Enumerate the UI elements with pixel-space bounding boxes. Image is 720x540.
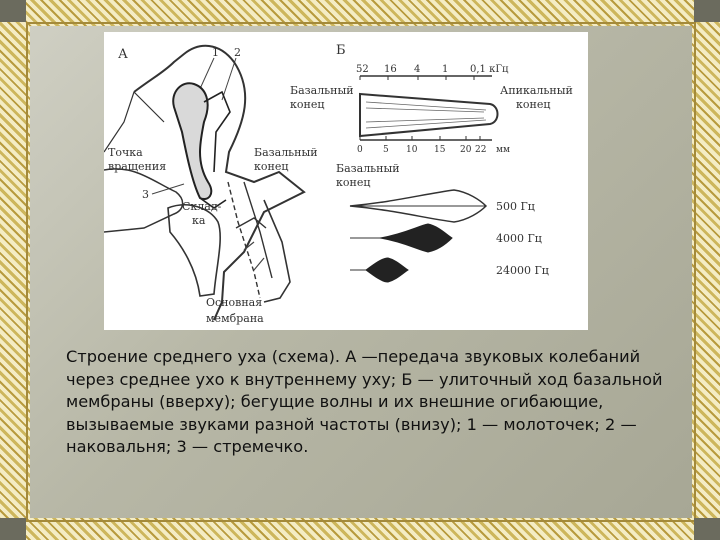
b-basal-end-label-2: конец	[290, 98, 325, 111]
wave-label-24000: 24000 Гц	[496, 264, 549, 277]
b-basal-end-label-1: Базальный	[290, 84, 354, 97]
corner-decoration	[0, 518, 26, 540]
panel-a-letter: А	[118, 47, 128, 62]
mm-tick: 15	[434, 145, 446, 155]
apical-end-label-2: конец	[516, 98, 551, 111]
corner-decoration	[694, 518, 720, 540]
basal-end-label-2: конец	[254, 160, 289, 173]
khz-tick: 52	[356, 64, 369, 75]
khz-tick: 1	[442, 64, 449, 75]
wave-envelope-24000	[366, 258, 408, 282]
rotation-point-label-1: Точка	[108, 146, 143, 159]
mm-tick: 22	[475, 145, 487, 155]
figure-caption: Строение среднего уха (схема). А —передача звуковых колебаний через среднее ухо к внутреннему уху; Б — улиточный ход базальной мембраны (вверху); бегущие волны и их внешние огибающие, вызываемые звуками разной частоты (внизу); 1 — молоточек; 2 — наковальня; 3 — стремечко.	[66, 347, 663, 456]
fold-label-2: ка	[192, 214, 206, 227]
basal-end-label-1: Базальный	[254, 146, 318, 159]
lower-basal-end-label-2: конец	[336, 176, 371, 189]
mark-3: 3	[142, 188, 149, 201]
panel-b-letter: Б	[336, 43, 346, 58]
mm-tick: 10	[406, 145, 418, 155]
ear-diagram	[104, 32, 588, 330]
fold-label-1: Склад-	[182, 200, 222, 213]
rotation-point-label-2: вращения	[108, 160, 167, 173]
mm-tick: 5	[383, 145, 389, 155]
mm-tick: мм	[496, 145, 511, 155]
ear-diagram-figure	[104, 32, 588, 330]
corner-decoration	[0, 0, 26, 22]
khz-tick: 0,1 кГц	[470, 64, 509, 75]
wave-envelope-4000	[380, 224, 452, 252]
khz-tick: 16	[384, 64, 397, 75]
basilar-membrane-label-2: мембрана	[206, 312, 264, 325]
corner-decoration	[694, 0, 720, 22]
lower-basal-end-label-1: Базальный	[336, 162, 400, 175]
apical-end-label-1: Апикальный	[500, 84, 573, 97]
mark-2: 2	[234, 46, 241, 59]
khz-tick: 4	[414, 64, 421, 75]
mm-tick: 20	[460, 145, 472, 155]
mm-tick: 0	[357, 145, 363, 155]
basilar-membrane-label-1: Основная	[206, 296, 263, 309]
mark-1: 1	[212, 46, 219, 59]
wave-label-500: 500 Гц	[496, 200, 535, 213]
wave-label-4000: 4000 Гц	[496, 232, 542, 245]
